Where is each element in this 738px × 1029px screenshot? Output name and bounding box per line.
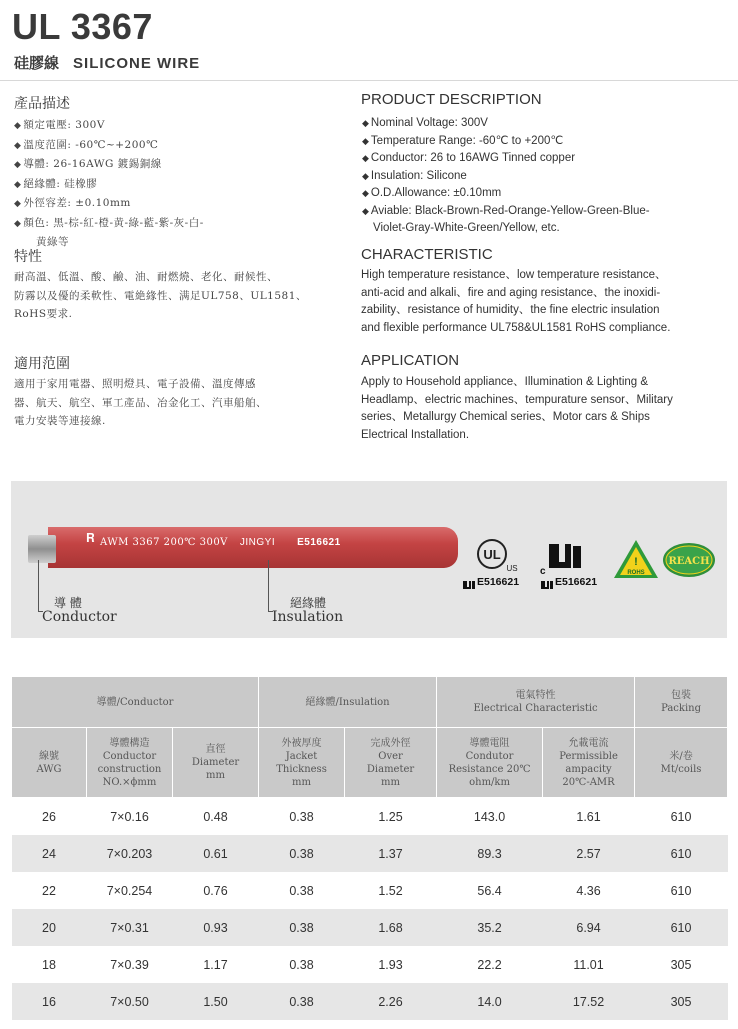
rohs-badge-icon: [612, 538, 660, 580]
wire-print: AWM 3367 200℃ 300V JINGYI E516621: [100, 537, 341, 548]
cul-c-mark: c: [540, 566, 546, 577]
cul-recognized-small-icon: [540, 576, 554, 588]
table-row: 18 7×0.39 1.17 0.38 1.93 22.2 11.01 305: [12, 946, 728, 983]
zh-desc-item: ◆ 絕緣體: 硅橡膠: [14, 177, 98, 190]
en-desc-item: ◆ Conductor: 26 to 16AWG Tinned copper: [362, 152, 576, 164]
ul-mark-icon: 𝐑: [86, 531, 95, 545]
page-subtitle: [14, 52, 200, 73]
insulation-label-en: Insulation: [272, 609, 344, 625]
wire-conductor-core: [28, 535, 56, 563]
ul-recognized-small-icon: [462, 576, 476, 588]
col-diameter: 直徑 Diameter mm: [173, 728, 259, 798]
en-desc-item-cont: Violet-Gray-White-Green/Yellow, etc.: [373, 222, 560, 234]
insulation-label-zh: 絕緣體: [290, 596, 327, 610]
svg-text:UL: UL: [483, 547, 501, 562]
table-row: 26 7×0.16 0.48 0.38 1.25 143.0 1.61 610: [12, 798, 728, 836]
insulation-leader-line: [268, 560, 269, 612]
conductor-leader-line: [38, 560, 39, 612]
zh-desc-list: [14, 116, 344, 252]
en-app-text: Apply to Household appliance、Illumination & Lighting & Headlamp、electric machines、tempurature sensor、Military series、Metallurgy Chemical series、Motor cars & Ships Electrical Installation.: [361, 376, 673, 441]
table-row: 20 7×0.31 0.93 0.38 1.68 35.2 6.94 610: [12, 909, 728, 946]
svg-text:US: US: [506, 564, 518, 573]
en-char-text: High temperature resistance、low temperature resistance、 anti-acid and alkali、fire and aging resistance、the inoxidi- zability、resistance of humidity、the fine electric insulation and flexible performance UL758&UL1581 RoHS compliance.: [361, 269, 671, 334]
en-desc-title: PRODUCT DESCRIPTION: [361, 91, 542, 108]
en-app-title: APPLICATION: [361, 352, 460, 369]
conductor-label-zh: 導 體: [54, 596, 82, 610]
table-row: 24 7×0.203 0.61 0.38 1.37 89.3 2.57 610: [12, 835, 728, 872]
zh-app-text: 適用于家用電器、照明燈具、電子設備、溫度傳感 器、航天、航空、軍工產品、冶金化工、汽車船舶、 電力安裝等連接線.: [14, 378, 267, 427]
zh-desc-item: ◆ 顏色: 黑-棕-紅-橙-黄-綠-藍-紫-灰-白-: [14, 216, 204, 229]
zh-char-text: 耐高溫、低溫、酸、鹼、油、耐燃燒、老化、耐候性、 防霧以及優的柔軟性、電絶緣性、满足UL758、UL1581、 RoHS要求.: [14, 271, 307, 320]
zh-desc-item: ◆ 導體: 26-16AWG 鍍錫銅線: [14, 158, 162, 170]
subtitle-zh: 硅膠線: [14, 54, 60, 72]
table-sub-header-row: [12, 728, 728, 798]
en-desc-item: ◆ Nominal Voltage: 300V: [362, 117, 488, 129]
col-jacket-thickness: 外被厚度 Jacket Thickness mm: [259, 728, 345, 798]
cul-recognized-icon: [545, 542, 585, 574]
table-row: 16 7×0.50 1.50 0.38 2.26 14.0 17.52 305: [12, 983, 728, 1020]
group-insulation: 絕緣體/Insulation: [259, 677, 437, 728]
col-over-diameter: 完成外徑 Over Diameter mm: [345, 728, 437, 798]
en-desc-list: [362, 115, 732, 238]
en-desc-item: ◆ Aviable: Black-Brown-Red-Orange-Yellow-Green-Blue-: [362, 204, 650, 217]
zh-desc-item-cont: 黄綠等: [36, 236, 69, 248]
col-resistance: 導體電阻 Condutor Resistance 20℃ ohm/km: [437, 728, 543, 798]
zh-desc-item: ◆ 溫度范圍: -60℃~+200℃: [14, 138, 159, 151]
col-awg: 線號 AWG: [12, 728, 87, 798]
group-conductor: 導體/Conductor: [12, 677, 259, 728]
header-divider: [0, 80, 738, 81]
zh-desc-title: 產品描述: [14, 96, 70, 112]
svg-text:REACH: REACH: [668, 556, 710, 567]
zh-desc-item: ◆ 外徑容差: ±0.10mm: [14, 197, 131, 209]
en-desc-item: ◆ Insulation: Silicone: [362, 169, 467, 182]
en-desc-item: ◆ O.D.Allowance: ±0.10mm: [362, 187, 502, 199]
svg-text:!: !: [634, 556, 638, 568]
col-packing: 米/卷 Mt/coils: [635, 728, 728, 798]
page-title: UL 3367: [12, 6, 153, 47]
zh-app-title: 適用范圍: [14, 356, 70, 372]
subtitle-en: SILICONE WIRE: [73, 55, 201, 72]
col-ampacity: 允載電流 Permissible ampacity 20℃-AMR: [543, 728, 635, 798]
ul-listed-icon: [468, 538, 516, 576]
spec-table-body: [12, 798, 728, 1021]
zh-desc-item: ◆ 額定電壓: 300V: [14, 119, 105, 131]
en-desc-item: ◆ Temperature Range: -60℃ to +200℃: [362, 134, 564, 147]
zh-char-title: 特性: [14, 249, 42, 265]
en-char-title: CHARACTERISTIC: [361, 246, 493, 263]
group-electrical: 電氣特性 Electrical Characteristic: [437, 677, 635, 728]
spec-table: [11, 676, 728, 1020]
cul-cert-number: E516621: [555, 576, 598, 588]
conductor-label-en: Conductor: [42, 609, 117, 625]
svg-text:ROHS: ROHS: [627, 570, 645, 576]
group-packing: 包裝 Packing: [635, 677, 728, 728]
table-group-header-row: [12, 677, 728, 728]
table-row: 22 7×0.254 0.76 0.38 1.52 56.4 4.36 610: [12, 872, 728, 909]
col-construction: 導體構造 Conductor construction NO.×ϕmm: [87, 728, 173, 798]
ul-cert-number: E516621: [477, 576, 520, 588]
reach-badge-icon: [662, 542, 716, 578]
